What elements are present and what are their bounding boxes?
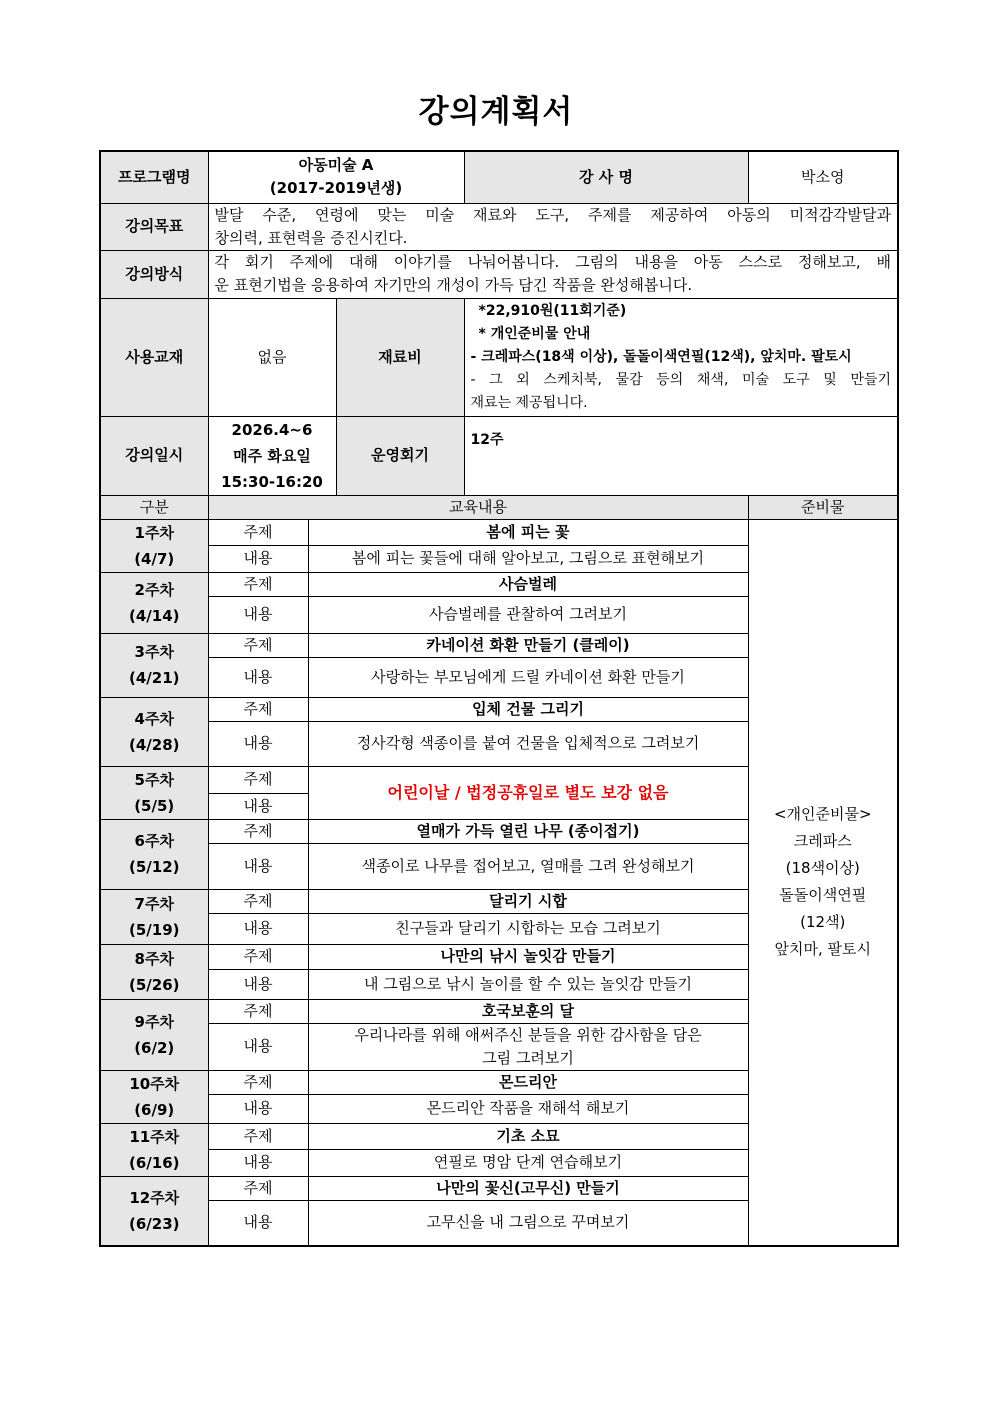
content-label: 내용 [208,969,308,999]
sessions-label: 운영회기 [336,416,464,495]
week-cell: 3주차 (4/21) [100,633,208,697]
topic-label: 주제 [208,944,308,969]
topic-label: 주제 [208,889,308,913]
goal-text [208,203,898,250]
week-cell: 5주차 (5/5) [100,766,208,819]
week-cell: 8주차 (5/26) [100,944,208,999]
week-content: 정사각형 색종이를 붙여 건물을 입체적으로 그려보기 [308,721,748,766]
instructor-label: 강 사 명 [464,151,748,203]
topic-label: 주제 [208,999,308,1023]
materials-line2: 크레파스 [793,832,852,851]
topic-label: 주제 [208,572,308,596]
holiday-notice: 어린이날 / 법정공휴일로 별도 보강 없음 [308,766,748,819]
schedule-line2: 매주 화요일 [233,446,311,465]
method-line2: 운 표현기법을 응용하여 자기만의 개성이 가득 담긴 작품을 완성해봅니다. [214,276,693,294]
week-cell: 4주차 (4/28) [100,697,208,766]
materials-line1: <개인준비물> [773,805,872,824]
week-content: 봄에 피는 꽃들에 대해 알아보고, 그림으로 표현해보기 [308,546,748,573]
materials-cell [748,519,898,1246]
week-topic: 열매가 가득 열린 나무 (종이접기) [308,819,748,843]
topic-label: 주제 [208,519,308,546]
week-content-line1: 우리나라를 위해 애써주신 분들을 위한 감사함을 담은 [354,1025,702,1044]
week-topic: 호국보훈의 달 [308,999,748,1023]
program-label: 프로그램명 [100,151,208,203]
method-line1: 각 회기 주제에 대해 이야기를 나눠어봅니다. 그림의 내용을 아동 스스로 정해보고, 배 [214,253,892,271]
week-content [308,1023,748,1070]
fee-label: 재료비 [336,298,464,416]
topic-label: 주제 [208,766,308,793]
method-text [208,250,898,298]
week-topic: 달리기 시합 [308,889,748,913]
week-cell: 12주차 (6/23) [100,1176,208,1246]
week-topic: 몬드리안 [308,1070,748,1095]
fee-line3: - 크레파스(18색 이상), 돌돌이색연필(12색), 앞치마. 팔토시 [470,348,852,365]
week-topic: 나만의 꽃신(고무신) 만들기 [308,1176,748,1200]
sessions-value: 12주 [464,416,898,495]
week-content: 몬드리안 작품을 재해석 해보기 [308,1095,748,1123]
program-name-line2: (2017-2019년생) [269,179,403,198]
content-label: 내용 [208,721,308,766]
week-cell: 1주차 (4/7) [100,519,208,572]
week-content: 사슴벌레를 관찰하여 그려보기 [308,596,748,633]
topic-label: 주제 [208,633,308,657]
textbook-value: 없음 [208,298,336,416]
page-title: 강의계획서 [418,94,574,130]
week-content: 사랑하는 부모님에게 드릴 카네이션 화환 만들기 [308,657,748,697]
week-cell: 9주차 (6/2) [100,999,208,1070]
program-name [208,151,464,203]
fee-line1: *22,910원(11회기준) [478,302,627,319]
topic-label: 주제 [208,1123,308,1150]
week-cell: 2주차 (4/14) [100,572,208,633]
col-division: 구분 [100,495,208,519]
week-content: 색종이로 나무를 접어보고, 열매를 그려 완성해보기 [308,843,748,889]
goal-label: 강의목표 [100,203,208,250]
col-content: 교육내용 [208,495,748,519]
week-content: 내 그림으로 낚시 놀이를 할 수 있는 놀잇감 만들기 [308,969,748,999]
program-name-line1: 아동미술 A [298,156,374,175]
week-cell: 10주차 (6/9) [100,1070,208,1123]
fee-line5: 재료는 제공됩니다. [470,394,588,411]
content-label: 내용 [208,596,308,633]
week-topic: 사슴벌레 [308,572,748,596]
week-cell: 6주차 (5/12) [100,819,208,889]
textbook-label: 사용교재 [100,298,208,416]
week-cell: 11주차 (6/16) [100,1123,208,1176]
content-label: 내용 [208,546,308,573]
content-label: 내용 [208,793,308,819]
topic-label: 주제 [208,1176,308,1200]
topic-label: 주제 [208,1070,308,1095]
goal-line2: 창의력, 표현력을 증진시킨다. [214,228,408,247]
materials-line3: (18색이상) [785,859,860,878]
schedule-label: 강의일시 [100,416,208,495]
week-topic: 카네이션 화환 만들기 (클레이) [308,633,748,657]
fee-line2: * 개인준비물 안내 [478,325,591,342]
content-label: 내용 [208,1095,308,1123]
week-content: 연필로 명암 단계 연습해보기 [308,1150,748,1177]
materials-line4: 돌돌이색연필 [779,886,867,905]
fee-details [464,298,898,416]
topic-label: 주제 [208,697,308,721]
week-topic: 입체 건물 그리기 [308,697,748,721]
content-label: 내용 [208,1150,308,1177]
fee-line4: - 그 외 스케치북, 물감 등의 채색, 미술 도구 및 만들기 [470,371,892,388]
materials-line5: (12색) [800,913,846,932]
week-topic: 봄에 피는 꽃 [308,519,748,546]
content-label: 내용 [208,913,308,944]
content-label: 내용 [208,657,308,697]
lecture-plan-table [99,150,899,1247]
schedule-line1: 2026.4~6 [231,420,313,439]
schedule-value [208,416,336,495]
week-topic: 기초 소묘 [308,1123,748,1150]
materials-line6: 앞치마, 팔토시 [774,940,871,959]
method-label: 강의방식 [100,250,208,298]
week-topic: 나만의 낚시 놀잇감 만들기 [308,944,748,969]
week-content: 친구들과 달리기 시합하는 모습 그려보기 [308,913,748,944]
week-cell: 7주차 (5/19) [100,889,208,944]
schedule-line3: 15:30-16:20 [221,472,323,491]
content-label: 내용 [208,1023,308,1070]
topic-label: 주제 [208,819,308,843]
goal-line1: 발달 수준, 연령에 맞는 미술 재료와 도구, 주제를 제공하여 아동의 미적감각발달과 [214,205,892,224]
instructor-name: 박소영 [748,151,898,203]
week-content: 고무신을 내 그림으로 꾸며보기 [308,1200,748,1246]
week-content-line2: 그림 그려보기 [482,1048,574,1067]
content-label: 내용 [208,1200,308,1246]
col-materials: 준비물 [748,495,898,519]
content-label: 내용 [208,843,308,889]
